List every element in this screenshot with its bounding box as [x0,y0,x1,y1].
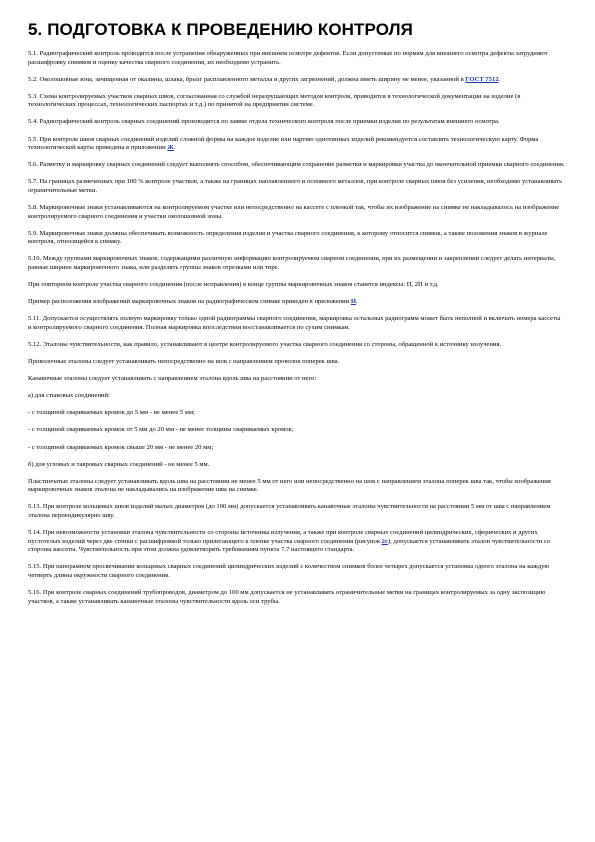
paragraph-5-10: 5.10. Между группами маркировочных знаков, содержащими различную информацию контролируемом сварном соединении, при их размещении и закреплении следует делать интервалы, равные ширине маркировочного знака, или разделять группы знаков отрезками или тире. [28,255,556,271]
paragraph-text: . [173,144,176,152]
paragraph-plate-standards: Пластинчатые эталоны следует устанавливать вдоль шва на расстоянии не менее 5 мм от него или непосредственно на шов с направлением эталона поперек шва так, чтобы изображения маркировочных знаков эталона не накладывались на изображение шва на снимке. [28,477,551,494]
paragraph-5-2 [28,76,565,85]
link-gost-7512[interactable]: ГОСТ 7512 [465,75,499,83]
paragraph-marking-example [28,298,565,307]
paragraph-text: . [356,298,358,306]
paragraph-butt-joints: а) для стыковых соединений: [28,392,110,400]
link-appendix-zh[interactable]: Ж [167,144,174,152]
list-item: - с толщиной свариваемых кромок от 5 мм до 20 мм - не менее толщины свариваемых кромок; [28,426,294,434]
paragraph-5-9: 5.9. Маркировочные знаки должны обеспечивать возможность определения изделия и участка сварного соединения, к которому относится снимок, а также положения знаков в журнале контроля, относящейся к снимку. [28,229,548,246]
paragraph-text: Пример расположения изображений маркировочных знаков на радиографическом снимке приведен в приложении [28,298,351,306]
paragraph-text: 5.5. При контроле швов сварных соединений изделий сложной формы на каждое изделие или партию однотипных изделий рекомендуется составлять технологическую карту. Форма технологической карты приведена в приложении [28,135,539,152]
paragraph-5-5 [28,136,565,153]
paragraph-text: 5.14. При невозможности установки эталона чувствительности со стороны источника излучения, а также при контроле сварных соединений цилиндрических, сферических и других пустотелых изделий через две стенки с расшифровкой только прилегающего к пленке участка сварного соединения (рисунок [28,529,538,545]
paragraph-angle-joints: б) для угловых и тавровых сварных соединений - не менее 5 мм. [28,460,210,468]
paragraph-5-14 [28,529,565,555]
paragraph-5-7: 5.7. На границах размеченных при 100 % контроле участков, а также на границах наплавленного и основного металлов, при контроле сварных швов без усиления, необходимо устанавливать ограничительные метки. [28,178,563,194]
paragraph-text: 5.2. Околошовная зона, зачищенная от окалины, шлака, брызг расплавленного металла и других загрязнений, должна иметь ширину не менее, указанной в [28,75,466,83]
paragraph-text: ), допускается устанавливать эталон чувствительности со стороны кассеты. Чувствительность при этом должна удовлетворять требованиям пункта 7.7 настоящего стандарта. [28,537,551,554]
link-appendix-i[interactable]: И [350,298,356,306]
paragraph-5-1: 5.1. Радиографический контроль проводится после устранения обнаруженных при внешнем осмотре дефектов. Если допустимые по нормам для внешнего осмотра дефекты затрудняют расшифровку снимков и оценку качества сварного соединения, их необходимо устранить. [28,50,548,66]
link-figure-2g[interactable]: 2г [381,537,388,545]
paragraph-text: . [498,75,501,83]
paragraph-5-13: 5.13. При контроле кольцевых швов изделий малых диаметров (до 100 мм) допускается устанавливать канавочные эталоны чувствительности на расстоянии 5 мм от шва с направлением эталона перпендикулярно шву. [28,503,551,519]
paragraph-5-15: 5.15. При панорамном просвечивании кольцевых сварных соединений цилиндрических изделий с количеством снимков более четырех допускается установка одного эталона на каждую четверть длины окружности сварного соединения. [28,563,550,579]
paragraph-5-4: 5.4. Радиографический контроль сварных соединений производится по заявке отдела технического контроля после приемки изделия по результатам внешнего осмотра. [28,118,500,126]
paragraph-5-8: 5.8. Маркировочные знаки устанавливаются на контролируемом участке или непосредственно на кассете с пленкой так, чтобы их изображение на снимке не накладывалось на изображение контролируемого сварного соединения и участки околошовной зоны. [28,204,560,220]
paragraph-repeat-control: При повторном контроле участка сварного соединения (после исправления) в конце группы маркировочных знаков ставятся индексы: П, 2П и т.д. [28,281,439,289]
list-item: - с толщиной свариваемых кромок свыше 20 мм - не менее 20 мм; [28,443,214,451]
paragraph-5-16: 5.16. При контроле сварных соединений трубопроводов, диаметром до 100 мм допускается не устанавливать ограничительные метки на границах контролируемых за одну экспозицию участков, а также устанавливать канавочные эталоны чувствительности вдоль оси трубы. [28,589,546,605]
paragraph-5-12: 5.12. Эталоны чувствительности, как правило, устанавливают в центре контролируемого участка сварного соединения со стороны, обращенной к источнику излучения. [28,340,502,348]
paragraph-5-6: 5.6. Разметку и маркировку сварных соединений следует выполнять способом, обеспечивающим сохранение разметки и маркировки участка до окончательной приемки сварного соединения. [28,161,565,169]
paragraph-5-3: 5.3. Схема контролируемых участков сварных швов, согласованная со службой неразрушающих методов контроля, приводится в технологической документации на изделие (в технологических процессах, технологических паспортах и т.д.) по принятой на предприятии системе. [28,92,521,109]
paragraph-wire-standards: Проволочные эталоны следует устанавливать непосредственно на шов с направлением проволок поперек шва. [28,358,340,366]
paragraph-5-11: 5.11. Допускается осуществлять полную маркировку только одной радиограммы сварного соединения, маркировка остальных радиограмм может быть неполной и включать номера кассеты и контролируемого сварного соединения. Полная маркировка впоследствии восстанавливается по сухим снимкам. [28,315,561,331]
paragraph-groove-standards: Канавочные эталоны следует устанавливать с направлением эталона вдоль шва на расстоянии от него: [28,375,317,383]
section-title: 5. ПОДГОТОВКА К ПРОВЕДЕНИЮ КОНТРОЛЯ [28,20,413,39]
list-item: - с толщиной свариваемых кромок до 5 мм - не менее 5 мм; [28,409,195,417]
